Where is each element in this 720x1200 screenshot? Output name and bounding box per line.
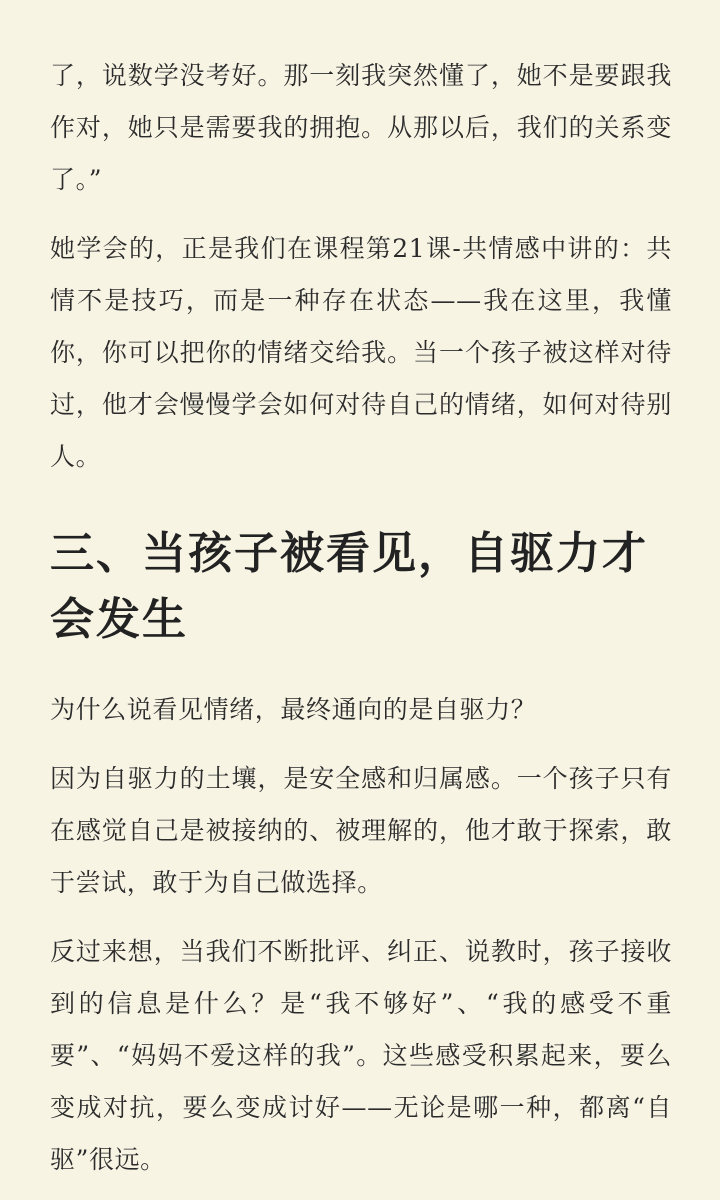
paragraph-security-belonging: 因为自驱力的土壤，是安全感和归属感。一个孩子只有在感觉自己是被接纳的、被理解的，他才敢于探索，敢于尝试，敢于为自己做选择。 (50, 764, 672, 897)
paragraph-criticism-effects: 反过来想，当我们不断批评、纠正、说教时，孩子接收到的信息是什么？是“我不够好”、“我的感受不重要”、“妈妈不爱这样的我”。这些感受积累起来，要么变成对抗，要么变成讨好——无论是哪一种，都离“自驱”很远。 (50, 937, 672, 1174)
paragraph-question: 为什么说看见情绪，最终通向的是自驱力？ (50, 695, 537, 724)
section-heading: 三、当孩子被看见，自驱力才会发生 (50, 528, 648, 645)
paragraph-empathy-lesson: 她学会的，正是我们在课程第21课-共情感中讲的：共情不是技巧，而是一种存在状态——我在这里，我懂你，你可以把你的情绪交给我。当一个孩子被这样对待过，他才会慢慢学会如何对待自己的情绪，如何对待别人。 (50, 234, 672, 471)
paragraph-quote-ending: 了，说数学没考好。那一刻我突然懂了，她不是要跟我作对，她只是需要我的拥抱。从那以后，我们的关系变了。” (50, 61, 672, 194)
